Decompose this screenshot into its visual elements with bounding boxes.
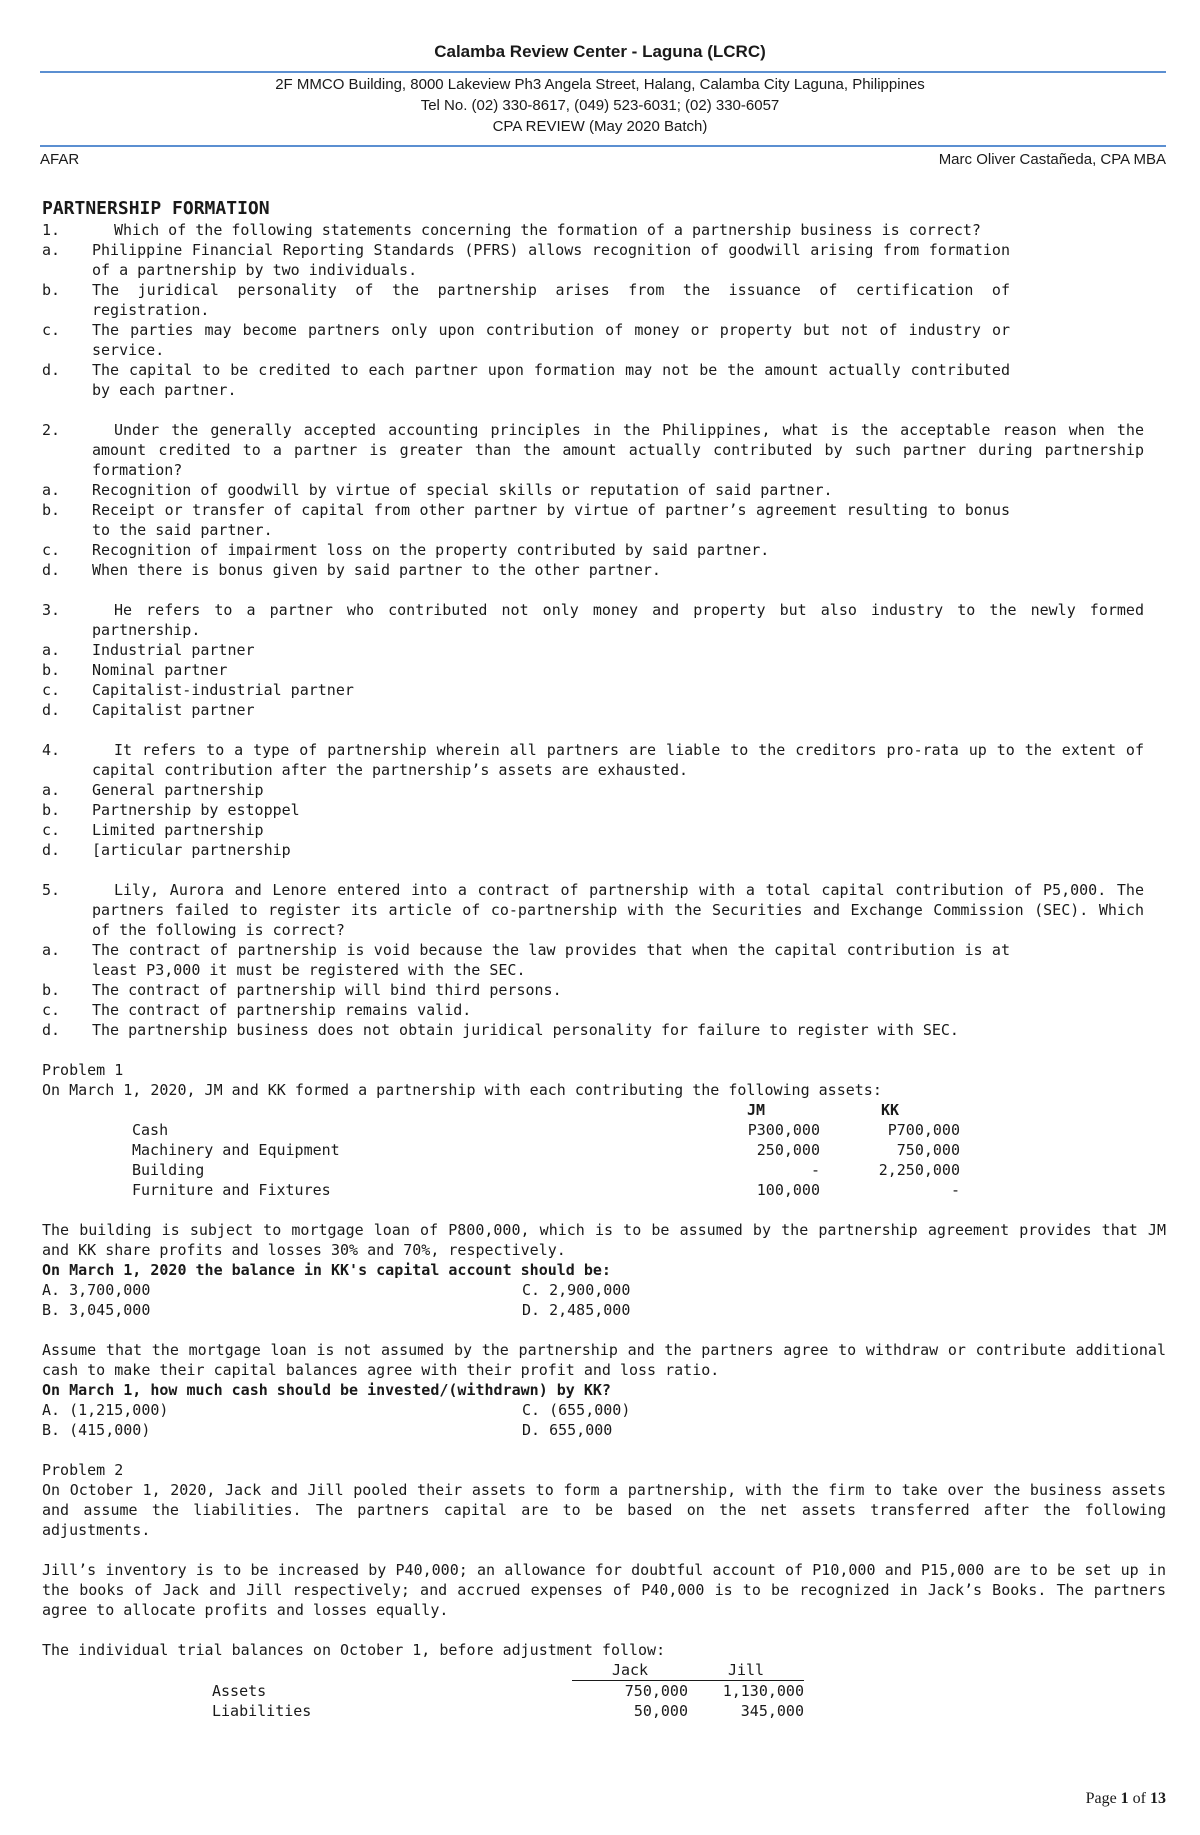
problem-2-para-1: On October 1, 2020, Jack and Jill pooled their assets to form a partnership, with the firm to take over the business assets and assume the liabilities. The partners capital are to be based on the net assets transferred after the following adjustments. (42, 1481, 1166, 1539)
option-row (42, 540, 1166, 560)
question-number: 3. (42, 601, 61, 619)
header-address: 2F MMCO Building, 8000 Lakeview Ph3 Angela Street, Halang, Calamba City Laguna, Philippines (275, 76, 925, 93)
header-batch: CPA REVIEW (May 2020 Batch) (492, 118, 708, 135)
row-jill: 345,000 (740, 1702, 804, 1720)
option-label: c. (42, 1001, 61, 1019)
answer-row (42, 1400, 1166, 1420)
problem-1 (42, 1060, 1166, 1440)
table-row (132, 1180, 960, 1200)
question-number: 2. (42, 421, 61, 439)
option-label: c. (42, 321, 61, 339)
option-row (42, 480, 1166, 500)
header-tel: Tel No. (02) 330-8617, (049) 523-6031; (02) 330-6057 (420, 97, 780, 114)
question-item (42, 220, 1166, 420)
option-label: d. (42, 561, 61, 579)
option-text: [articular partnership (92, 841, 291, 859)
row-jm: 100,000 (756, 1181, 820, 1199)
row-item: Assets (212, 1681, 267, 1700)
option-text: The parties may become partners only upon contribution of money or property but not of industry or service. (92, 321, 1010, 359)
instructor-name: Marc Oliver Castañeda, CPA MBA (938, 151, 1166, 168)
option-text: Nominal partner (92, 661, 228, 679)
page-prefix: Page (1085, 1790, 1121, 1807)
answer-d: D. 2,485,000 (522, 1301, 631, 1319)
page-total: 13 (1150, 1790, 1166, 1807)
option-label: c. (42, 821, 61, 839)
table-row (212, 1681, 804, 1702)
problem-2-table (212, 1660, 804, 1721)
table-row (132, 1160, 960, 1180)
option-label: b. (42, 501, 61, 519)
option-text: The contract of partnership remains valid. (92, 1001, 472, 1019)
question-item (42, 880, 1166, 1060)
question-text: He refers to a partner who contributed not only money and property but also industry to the newly formed partnership. (92, 601, 1144, 639)
document-body (42, 198, 1166, 1721)
question-item (42, 420, 1166, 600)
option-label: d. (42, 1021, 61, 1039)
problem-1-intro: On March 1, 2020, JM and KK formed a partnership with each contributing the following assets: (42, 1081, 882, 1099)
option-label: d. (42, 361, 61, 379)
table-row (212, 1701, 804, 1721)
option-label: a. (42, 481, 61, 499)
problem-1-para-1: The building is subject to mortgage loan of P800,000, which is to be assumed by the partnership agreement provides that JM and KK share profits and losses 30% and 70%, respectively. (42, 1221, 1166, 1259)
problem-2 (42, 1460, 1166, 1721)
page-number (1086, 1790, 1166, 1808)
option-row (42, 320, 1166, 360)
option-label: c. (42, 541, 61, 559)
row-kk: 2,250,000 (878, 1161, 960, 1179)
option-label: a. (42, 781, 61, 799)
question-item (42, 740, 1166, 880)
row-kk: - (950, 1181, 960, 1199)
option-row (42, 360, 1166, 400)
question-number: 5. (42, 881, 61, 899)
option-row (42, 800, 1166, 820)
option-row (42, 1000, 1166, 1020)
course-label: AFAR (40, 151, 80, 168)
option-text: The contract of partnership is void because the law provides that when the capital contribution is at least P3,000 it must be registered with the SEC. (92, 941, 1010, 979)
row-jm: P300,000 (747, 1121, 820, 1139)
option-label: b. (42, 281, 61, 299)
question-number: 4. (42, 741, 61, 759)
answer-row (42, 1280, 1166, 1300)
option-row (42, 820, 1166, 840)
option-row (42, 660, 1166, 680)
question-text: Which of the following statements concerning the formation of a partnership business is correct? (114, 221, 981, 239)
answer-row (42, 1300, 1166, 1320)
option-row (42, 240, 1166, 280)
row-item: Building (132, 1161, 205, 1179)
option-text: Capitalist partner (92, 701, 255, 719)
option-label: b. (42, 801, 61, 819)
option-row (42, 940, 1166, 980)
page-of: of (1128, 1790, 1150, 1807)
option-text: Recognition of impairment loss on the property contributed by said partner. (92, 541, 770, 559)
table-row (132, 1140, 960, 1160)
question-number: 1. (42, 221, 61, 239)
option-row (42, 980, 1166, 1000)
option-row (42, 700, 1166, 720)
question-text: It refers to a type of partnership wherein all partners are liable to the creditors pro-rata up to the extent of capital contribution after the partnership’s assets are exhausted. (92, 741, 1144, 779)
answer-row (42, 1420, 1166, 1440)
row-jack: 750,000 (624, 1682, 688, 1700)
problem-1-table (132, 1100, 960, 1200)
option-text: The partnership business does not obtain juridical personality for failure to register with SEC. (92, 1021, 959, 1039)
option-text: Limited partnership (92, 821, 264, 839)
option-text: General partnership (92, 781, 264, 799)
row-kk: 750,000 (896, 1141, 960, 1159)
option-text: When there is bonus given by said partner to the other partner. (92, 561, 661, 579)
col-header-kk: KK (880, 1101, 900, 1119)
row-jm: - (810, 1161, 820, 1179)
problem-2-title: Problem 2 (42, 1461, 124, 1479)
row-item: Furniture and Fixtures (132, 1181, 331, 1199)
option-label: a. (42, 941, 61, 959)
problem-2-para-2: Jill’s inventory is to be increased by P40,000; an allowance for doubtful account of P10,000 and P15,000 are to be set up in the books of Jack and Jill respectively; and accrued expenses of P40,000 is to be recognized in Jack’s Books. The partners agree to allocate profits and losses equally. (42, 1561, 1166, 1619)
question-list (42, 220, 1166, 1060)
table-row (132, 1120, 960, 1140)
option-label: a. (42, 641, 61, 659)
option-row (42, 500, 1166, 540)
option-text: Capitalist-industrial partner (92, 681, 354, 699)
problem-1-question-2: On March 1, how much cash should be invested/(withdrawn) by KK? (42, 1381, 611, 1399)
section-title: PARTNERSHIP FORMATION (42, 198, 270, 219)
question-text: Lily, Aurora and Lenore entered into a contract of partnership with a total capital contribution of P5,000. The partners failed to register its article of co-partnership with the Securities and Exchange Commission (SEC). Which of the following is correct? (92, 881, 1144, 939)
answer-d: D. 655,000 (522, 1421, 613, 1439)
option-label: b. (42, 981, 61, 999)
answer-b: B. (415,000) (42, 1421, 151, 1439)
row-item: Cash (132, 1121, 169, 1139)
center-title: Calamba Review Center - Laguna (LCRC) (434, 42, 766, 61)
option-text: Receipt or transfer of capital from other partner by virtue of partner’s agreement resulting to bonus to the said partner. (92, 501, 1010, 539)
row-item: Machinery and Equipment (132, 1141, 340, 1159)
option-text: Industrial partner (92, 641, 255, 659)
option-text: The contract of partnership will bind third persons. (92, 981, 562, 999)
option-text: The juridical personality of the partnership arises from the issuance of certification of registration. (92, 281, 1010, 319)
problem-1-question-1: On March 1, 2020 the balance in KK's capital account should be: (42, 1261, 611, 1279)
answer-b: B. 3,045,000 (42, 1301, 151, 1319)
option-label: b. (42, 661, 61, 679)
problem-1-title: Problem 1 (42, 1061, 124, 1079)
row-item: Liabilities (212, 1702, 312, 1720)
option-row (42, 840, 1166, 860)
problem-1-para-2: Assume that the mortgage loan is not assumed by the partnership and the partners agree to withdraw or contribute additional cash to make their capital balances agree with their profit and loss ratio. (42, 1341, 1166, 1379)
row-jm: 250,000 (756, 1141, 820, 1159)
option-label: d. (42, 841, 61, 859)
option-text: Recognition of goodwill by virtue of special skills or reputation of said partner. (92, 481, 833, 499)
option-row (42, 1020, 1166, 1040)
problem-2-para-3: The individual trial balances on October 1, before adjustment follow: (42, 1641, 666, 1659)
row-kk: P700,000 (887, 1121, 960, 1139)
answer-a: A. (1,215,000) (42, 1401, 169, 1419)
header-rule-top (40, 71, 1166, 73)
option-text: The capital to be credited to each partner upon formation may not be the amount actually contributed by each partner. (92, 361, 1010, 399)
answer-c: C. (655,000) (522, 1401, 631, 1419)
option-row (42, 560, 1166, 580)
option-text: Partnership by estoppel (92, 801, 300, 819)
option-row (42, 680, 1166, 700)
question-text: Under the generally accepted accounting principles in the Philippines, what is the acceptable reason when the amount credited to a partner is greater than the amount actually contributed by such partner during partnership formation? (92, 421, 1144, 479)
col-header-jm: JM (746, 1101, 766, 1119)
option-row (42, 280, 1166, 320)
option-label: c. (42, 681, 61, 699)
page-current: 1 (1120, 1790, 1129, 1807)
question-item (42, 600, 1166, 740)
row-jack: 50,000 (633, 1702, 688, 1720)
answer-a: A. 3,700,000 (42, 1281, 151, 1299)
option-row (42, 640, 1166, 660)
answer-c: C. 2,900,000 (522, 1281, 631, 1299)
header-rule-bottom (40, 145, 1166, 147)
col-header-jack: Jack (572, 1660, 688, 1681)
option-row (42, 780, 1166, 800)
option-label: a. (42, 241, 61, 259)
col-header-jill: Jill (688, 1660, 804, 1681)
row-jill: 1,130,000 (722, 1682, 804, 1700)
option-label: d. (42, 701, 61, 719)
option-text: Philippine Financial Reporting Standards (PFRS) allows recognition of goodwill arising from formation of a partnership by two individuals. (92, 241, 1010, 279)
